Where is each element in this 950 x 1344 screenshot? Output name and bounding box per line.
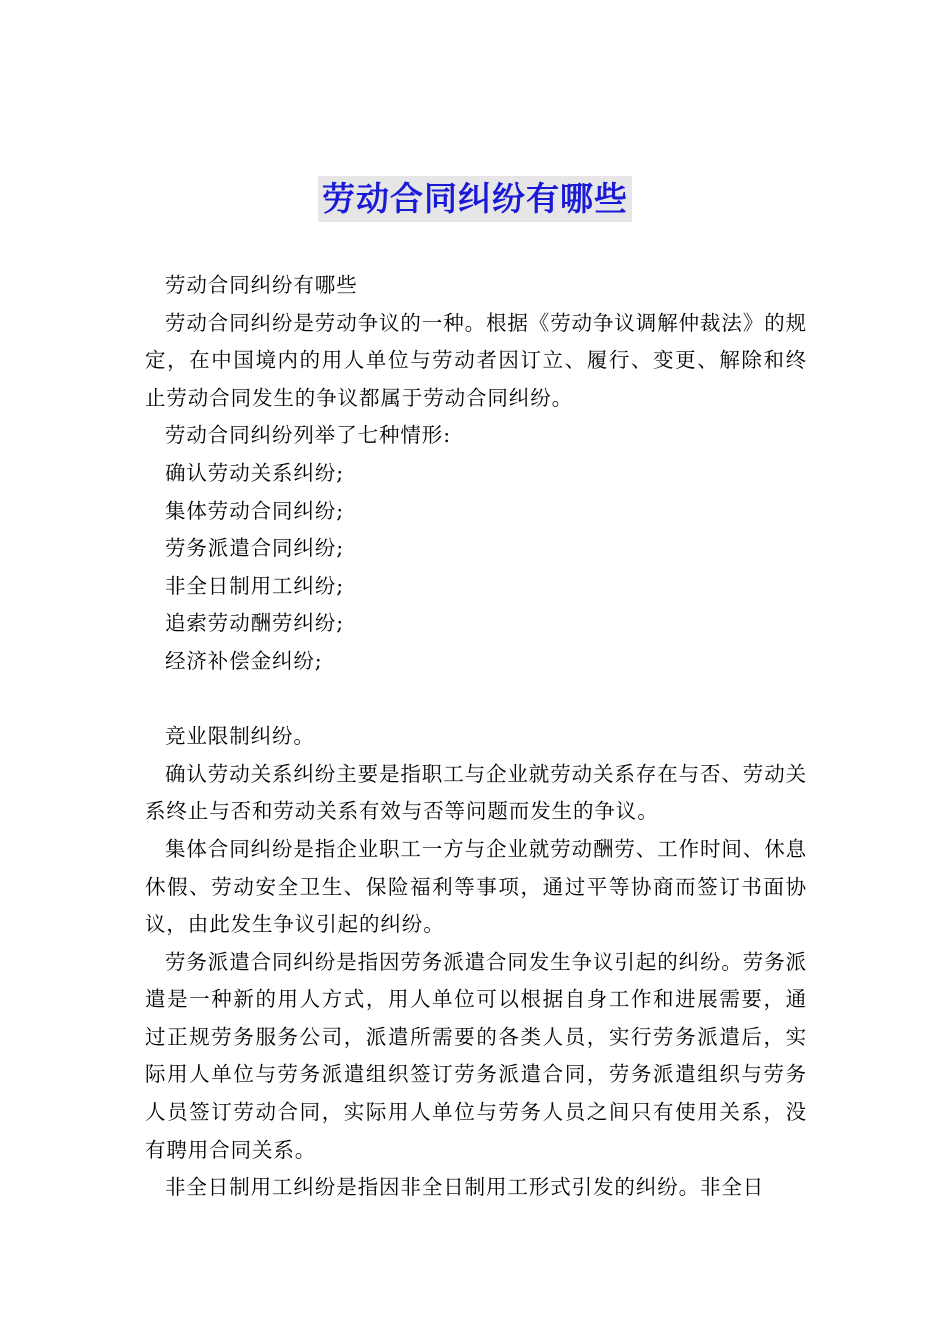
document-body bbox=[145, 267, 807, 1207]
title-container bbox=[0, 176, 950, 222]
list-item: 非全日制用工纠纷; bbox=[165, 573, 345, 598]
list-item: 追索劳动酬劳纠纷; bbox=[165, 611, 345, 636]
paragraph-collective-contract: 集体合同纠纷是指企业职工一方与企业就劳动酬劳、工作时间、休息休假、劳动安全卫生、保险福利等事项，通过平等协商而签订书面协议，由此发生争议引起的纠纷。 bbox=[145, 836, 807, 937]
blank-line bbox=[145, 681, 807, 719]
list-item: 劳务派遣合同纠纷; bbox=[165, 536, 345, 561]
list-item: 经济补偿金纠纷; bbox=[165, 648, 323, 673]
paragraph-list-intro: 劳动合同纠纷列举了七种情形: bbox=[165, 423, 452, 448]
paragraph-heading: 劳动合同纠纷有哪些 bbox=[165, 273, 358, 297]
paragraph-part-time: 非全日制用工纠纷是指因非全日制用工形式引发的纠纷。非全日 bbox=[165, 1175, 765, 1200]
list-item: 集体劳动合同纠纷; bbox=[165, 498, 345, 523]
paragraph-definition: 劳动合同纠纷是劳动争议的一种。根据《劳动争议调解仲裁法》的规定，在中国境内的用人单位与劳动者因订立、履行、变更、解除和终止劳动合同发生的争议都属于劳动合同纠纷。 bbox=[145, 310, 807, 410]
document-title: 劳动合同纠纷有哪些 bbox=[318, 176, 632, 222]
list-item: 竞业限制纠纷。 bbox=[165, 724, 315, 749]
list-item: 确认劳动关系纠纷; bbox=[165, 460, 345, 485]
paragraph-labor-dispatch: 劳务派遣合同纠纷是指因劳务派遣合同发生争议引起的纠纷。劳务派遣是一种新的用人方式，用人单位可以根据自身工作和进展需要，通过正规劳务服务公司，派遣所需要的各类人员，实行劳务派遣后，实际用人单位与劳务派遣组织签订劳务派遣合同，劳务派遣组织与劳务人员签订劳动合同，实际用人单位与劳务人员之间只有使用关系，没有聘用合同关系。 bbox=[145, 949, 807, 1162]
paragraph-labor-relation: 确认劳动关系纠纷主要是指职工与企业就劳动关系存在与否、劳动关系终止与否和劳动关系有效与否等问题而发生的争议。 bbox=[145, 761, 807, 824]
